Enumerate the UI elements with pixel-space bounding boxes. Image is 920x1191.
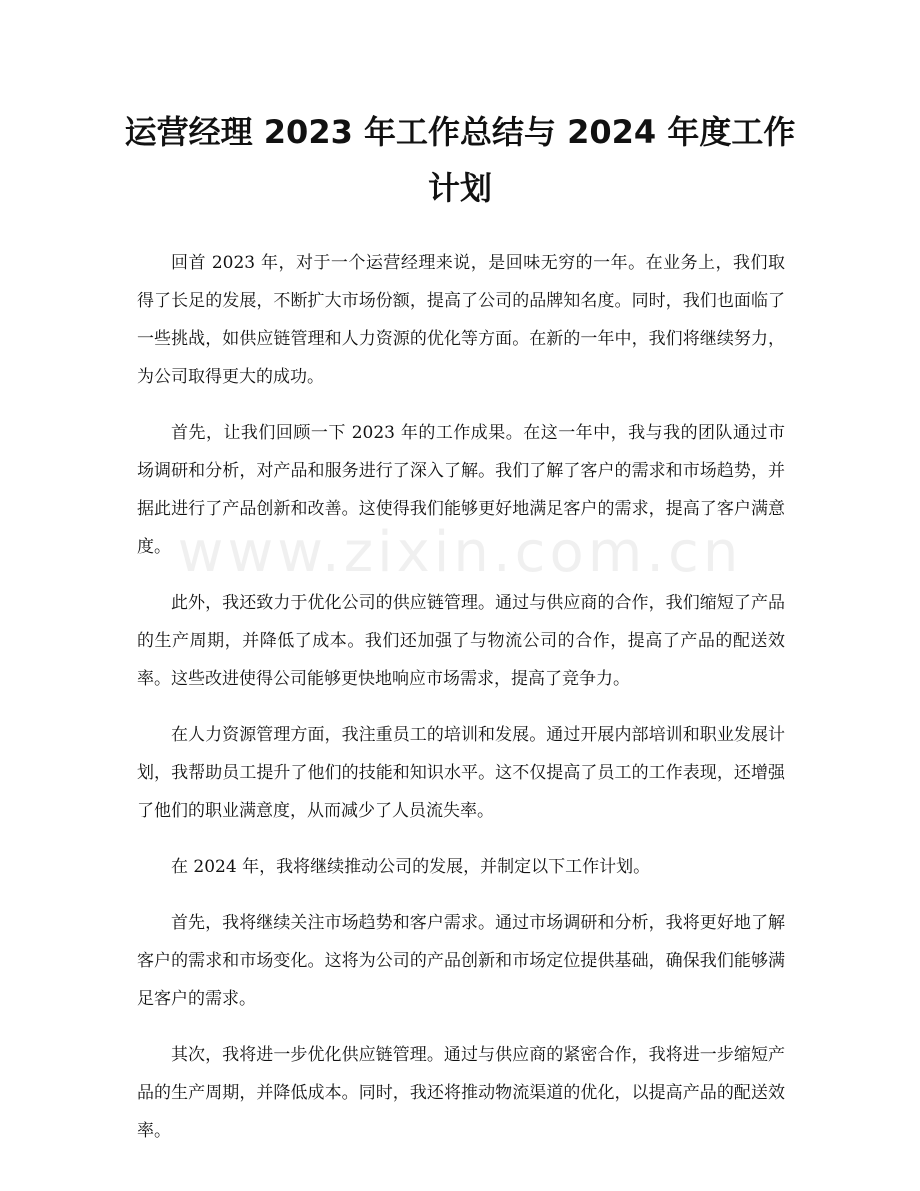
paragraph: 首先，让我们回顾一下 2023 年的工作成果。在这一年中，我与我的团队通过市场调研和分析，对产品和服务进行了深入了解。我们了解了客户的需求和市场趋势，并据此进行了产品创新和改善。这使得我们能够更好地满足客户的需求，提高了客户满意度。 [137,423,785,557]
paragraph: 首先，我将继续关注市场趋势和客户需求。通过市场调研和分析，我将更好地了解客户的需求和市场变化。这将为公司的产品创新和市场定位提供基础，确保我们能够满足客户的需求。 [137,913,785,1009]
watermark: www.zixin.com.cn [177,520,743,585]
paragraph: 回首 2023 年，对于一个运营经理来说，是回味无穷的一年。在业务上，我们取得了长足的发展，不断扩大市场份额，提高了公司的品牌知名度。同时，我们也面临了一些挑战，如供应链管理和人力资源的优化等方面。在新的一年中，我们将继续努力，为公司取得更大的成功。 [137,253,785,387]
paragraph: 在 2024 年，我将继续推动公司的发展，并制定以下工作计划。 [171,857,651,877]
paragraph: 此外，我还致力于优化公司的供应链管理。通过与供应商的合作，我们缩短了产品的生产周期，并降低了成本。我们还加强了与物流公司的合作，提高了产品的配送效率。这些改进使得公司能够更快地响应市场需求，提高了竞争力。 [137,593,785,689]
document-body [137,244,785,1168]
paragraph: 其次，我将进一步优化供应链管理。通过与供应商的紧密合作，我将进一步缩短产品的生产周期，并降低成本。同时，我还将推动物流渠道的优化，以提高产品的配送效率。 [137,1045,785,1141]
document-title: 运营经理 2023 年工作总结与 2024 年度工作计划 [124,113,796,207]
paragraph: 在人力资源管理方面，我注重员工的培训和发展。通过开展内部培训和职业发展计划，我帮助员工提升了他们的技能和知识水平。这不仅提高了员工的工作表现，还增强了他们的职业满意度，从而减少了人员流失率。 [137,725,785,821]
